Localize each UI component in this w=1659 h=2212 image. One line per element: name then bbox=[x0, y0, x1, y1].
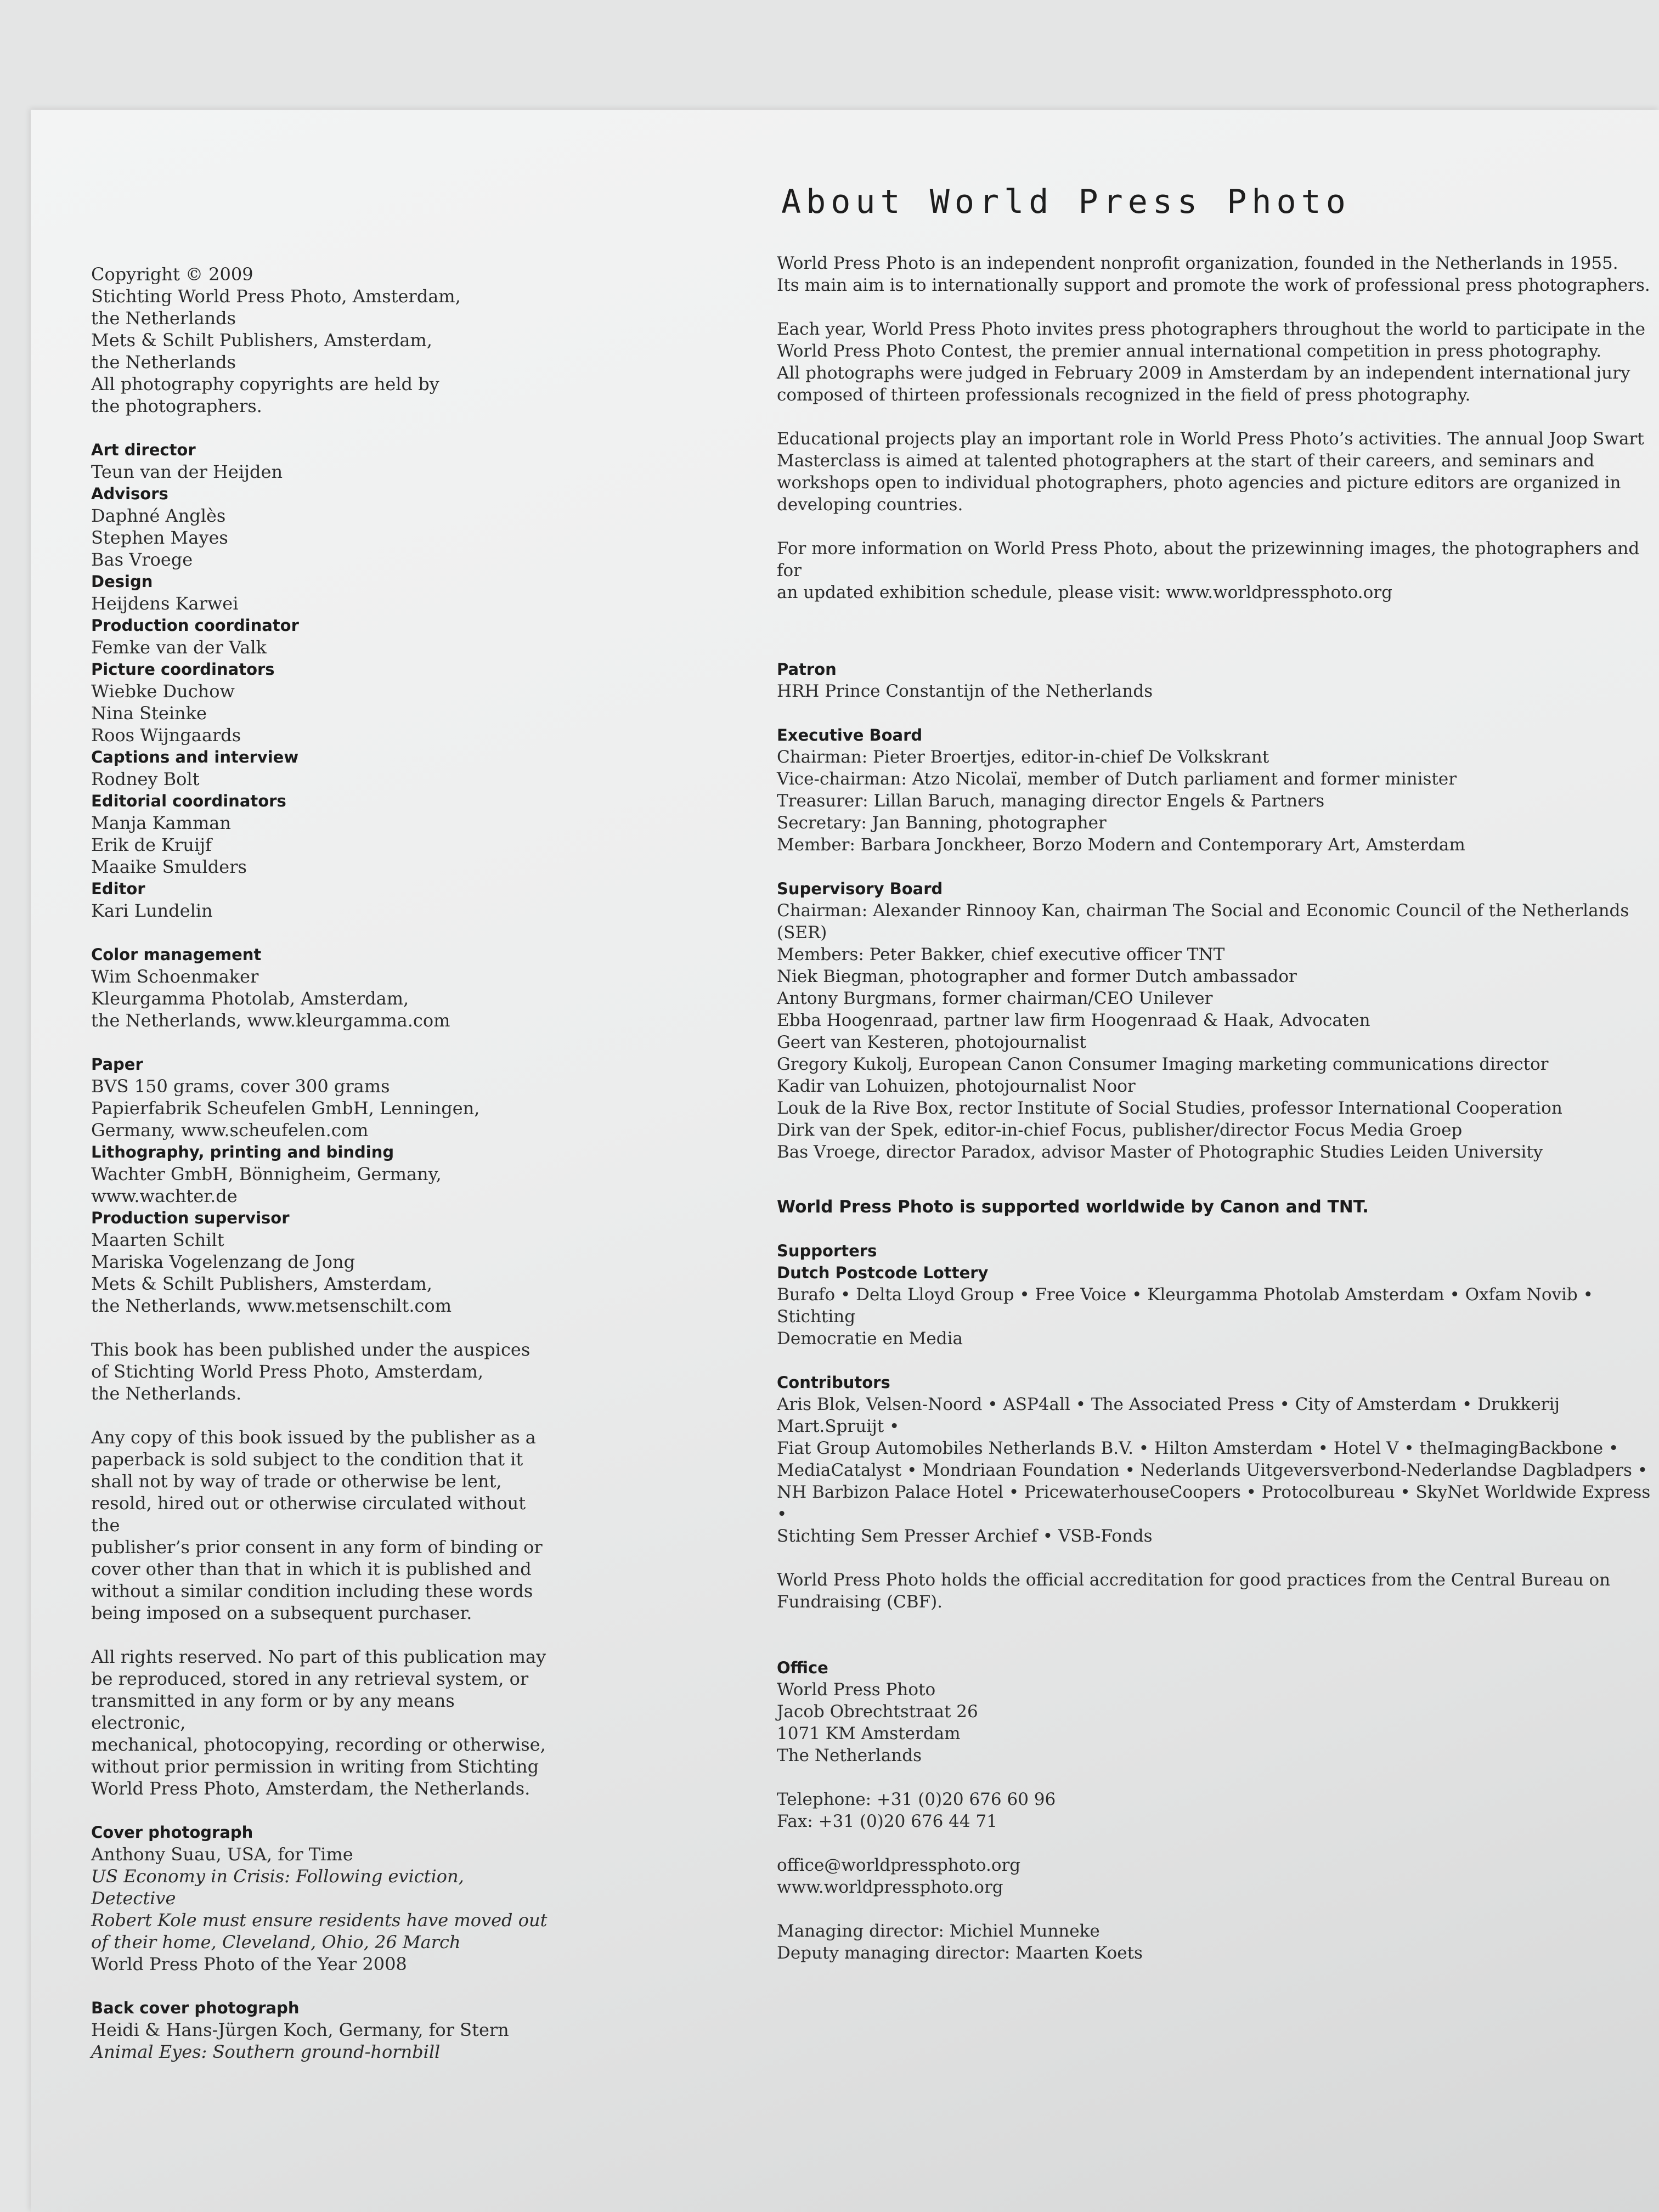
text-line: World Press Photo Contest, the premier annual international competition in press photography. bbox=[777, 341, 1602, 361]
back-cover-block bbox=[91, 1997, 552, 2063]
board-member: Bas Vroege, director Paradox, advisor Master of Photographic Studies Leiden University bbox=[777, 1142, 1543, 1162]
copyright-line: the Netherlands bbox=[91, 352, 236, 373]
text-line: Educational projects play an important role in World Press Photo’s activities. The annual Joop Swart bbox=[777, 429, 1644, 449]
deputy-managing-director: Deputy managing director: Maarten Koets bbox=[777, 1943, 1143, 1963]
text-line: of Stichting World Press Photo, Amsterdam, bbox=[91, 1361, 484, 1382]
address-line: World Press Photo bbox=[777, 1680, 936, 1700]
office-block bbox=[777, 1657, 1655, 1964]
text-line: be reproduced, stored in any retrieval system, or bbox=[91, 1668, 529, 1689]
color-management-block bbox=[91, 944, 552, 1031]
credit-role: Design bbox=[91, 572, 153, 591]
email-address: office@worldpressphoto.org bbox=[777, 1855, 1021, 1875]
credit-role: Production coordinator bbox=[91, 616, 299, 635]
board-member: Gregory Kukolj, European Canon Consumer Imaging marketing communications director bbox=[777, 1054, 1549, 1074]
patron-block bbox=[777, 658, 1655, 702]
cover-photo-block bbox=[91, 1821, 552, 1975]
paper-block bbox=[91, 1053, 552, 1317]
text-line: workshops open to individual photographers, photo agencies and picture editors are organized in bbox=[777, 473, 1621, 493]
section-heading: Back cover photograph bbox=[91, 1999, 300, 2017]
info-paragraph bbox=[777, 538, 1655, 603]
text-line: without prior permission in writing from Stichting bbox=[91, 1756, 539, 1777]
board-member: Louk de la Rive Box, rector Institute of Social Studies, professor International Cooperation bbox=[777, 1098, 1562, 1118]
credit-name: Manja Kamman bbox=[91, 812, 231, 833]
board-member: Geert van Kesteren, photojournalist bbox=[777, 1032, 1086, 1052]
text-line: developing countries. bbox=[777, 495, 963, 515]
text-line: resold, hired out or otherwise circulated without the bbox=[91, 1493, 526, 1536]
telephone: Telephone: +31 (0)20 676 60 96 bbox=[777, 1790, 1056, 1809]
board-member: Chairman: Alexander Rinnooy Kan, chairman The Social and Economic Council of the Netherlands (SER) bbox=[777, 901, 1629, 943]
website: www.worldpressphoto.org bbox=[777, 1877, 1003, 1897]
photo-award: World Press Photo of the Year 2008 bbox=[91, 1954, 407, 1974]
text-line: Fiat Group Automobiles Netherlands B.V. • Hilton Amsterdam • Hotel V • theImagingBackbone • bbox=[777, 1438, 1619, 1458]
board-member: Dirk van der Spek, editor-in-chief Focus, publisher/director Focus Media Groep bbox=[777, 1120, 1463, 1140]
board-member: Niek Biegman, photographer and former Dutch ambassador bbox=[777, 967, 1297, 986]
section-heading: Contributors bbox=[777, 1373, 890, 1392]
contributors-block bbox=[777, 1372, 1655, 1547]
board-member: Vice-chairman: Atzo Nicolaï, member of Dutch parliament and former minister bbox=[777, 769, 1457, 789]
text-line: Mariska Vogelenzang de Jong bbox=[91, 1251, 356, 1272]
text-line: Each year, World Press Photo invites press photographers throughout the world to participate in the bbox=[777, 319, 1645, 339]
text-line: composed of thirteen professionals recognized in the field of press photography. bbox=[777, 385, 1471, 405]
supervisory-board-block bbox=[777, 878, 1655, 1163]
text-line: World Press Photo is an independent nonprofit organization, founded in the Netherlands in 1955. bbox=[777, 253, 1618, 273]
executive-board-block bbox=[777, 724, 1655, 856]
text-line: MediaCatalyst • Mondriaan Foundation • Nederlands Uitgeversverbond-Nederlandse Dagbladpers • bbox=[777, 1460, 1648, 1480]
text-line: All rights reserved. No part of this publication may bbox=[91, 1646, 546, 1667]
photo-author: Anthony Suau, USA, for Time bbox=[91, 1844, 353, 1865]
text-line: without a similar condition including these words bbox=[91, 1581, 533, 1601]
text-line: Wim Schoenmaker bbox=[91, 966, 259, 987]
credit-role: Captions and interview bbox=[91, 748, 299, 766]
credit-name: Rodney Bolt bbox=[91, 769, 200, 789]
copyright-line: the Netherlands bbox=[91, 308, 236, 329]
text-line: NH Barbizon Palace Hotel • PricewaterhouseCoopers • Protocolbureau • SkyNet Worldwide Express • bbox=[777, 1482, 1651, 1524]
section-heading: Cover photograph bbox=[91, 1823, 253, 1842]
contest-paragraph bbox=[777, 318, 1655, 406]
text-line: paperback is sold subject to the condition that it bbox=[91, 1449, 523, 1470]
page-title: About World Press Photo bbox=[781, 183, 1351, 221]
text-line: Fundraising (CBF). bbox=[777, 1592, 943, 1612]
text-line: the Netherlands, www.kleurgamma.com bbox=[91, 1010, 450, 1031]
credits-block bbox=[91, 439, 552, 922]
photo-caption: of their home, Cleveland, Ohio, 26 March bbox=[91, 1932, 461, 1953]
section-heading: Lithography, printing and binding bbox=[91, 1143, 394, 1161]
text-line: All photographs were judged in February 2009 in Amsterdam by an independent international jury bbox=[777, 363, 1630, 383]
board-member: Antony Burgmans, former chairman/CEO Unilever bbox=[777, 989, 1213, 1008]
credit-role: Advisors bbox=[91, 484, 168, 503]
board-member: Secretary: Jan Banning, photographer bbox=[777, 813, 1107, 833]
credit-name: Roos Wijngaards bbox=[91, 725, 241, 746]
text-line: www.wachter.de bbox=[91, 1186, 238, 1206]
credit-name: Kari Lundelin bbox=[91, 900, 213, 921]
text-line: shall not by way of trade or otherwise be lent, bbox=[91, 1471, 502, 1492]
text-line: Masterclass is aimed at talented photographers at the start of their careers, and seminars and bbox=[777, 451, 1595, 471]
credit-name: Erik de Kruijf bbox=[91, 834, 212, 855]
credit-name: Teun van der Heijden bbox=[91, 461, 283, 482]
text-line: World Press Photo, Amsterdam, the Netherlands. bbox=[91, 1778, 531, 1799]
credit-role: Editorial coordinators bbox=[91, 792, 286, 810]
fax: Fax: +31 (0)20 676 44 71 bbox=[777, 1812, 997, 1831]
text-line: Wachter GmbH, Bönnigheim, Germany, bbox=[91, 1164, 442, 1184]
address-line: 1071 KM Amsterdam bbox=[777, 1724, 961, 1743]
board-member: Kadir van Lohuizen, photojournalist Noor bbox=[777, 1076, 1136, 1096]
credit-role: Editor bbox=[91, 879, 145, 898]
text-line: Germany, www.scheufelen.com bbox=[91, 1120, 369, 1141]
text-line: an updated exhibition schedule, please visit: www.worldpressphoto.org bbox=[777, 583, 1392, 602]
credit-name: Wiebke Duchow bbox=[91, 681, 235, 702]
credit-name: Daphné Anglès bbox=[91, 505, 226, 526]
text-line: the Netherlands, www.metsenschilt.com bbox=[91, 1295, 452, 1316]
section-subheading: Dutch Postcode Lottery bbox=[777, 1263, 989, 1282]
supporters-block bbox=[777, 1240, 1655, 1350]
text-line: the Netherlands. bbox=[91, 1383, 242, 1404]
text-line: Its main aim is to internationally support and promote the work of professional press photographers. bbox=[777, 275, 1650, 295]
text-line: Mets & Schilt Publishers, Amsterdam, bbox=[91, 1273, 432, 1294]
intro-paragraph bbox=[777, 252, 1655, 296]
section-heading: Executive Board bbox=[777, 726, 923, 744]
text-line: Democratie en Media bbox=[777, 1329, 963, 1348]
credit-name: Nina Steinke bbox=[91, 703, 207, 724]
text-line: mechanical, photocopying, recording or otherwise, bbox=[91, 1734, 546, 1755]
text-line: Kleurgamma Photolab, Amsterdam, bbox=[91, 988, 409, 1009]
text-line: cover other than that in which it is published and bbox=[91, 1559, 532, 1579]
text-line: publisher’s prior consent in any form of binding or bbox=[91, 1537, 543, 1558]
credit-role: Art director bbox=[91, 441, 196, 459]
section-heading: Patron bbox=[777, 660, 837, 679]
address-line: Jacob Obrechtstraat 26 bbox=[777, 1702, 978, 1722]
section-heading: Supervisory Board bbox=[777, 879, 943, 898]
rights-block bbox=[91, 1646, 552, 1799]
text-line: Stichting Sem Presser Archief • VSB-Fonds bbox=[777, 1526, 1153, 1546]
text-line: Aris Blok, Velsen-Noord • ASP4all • The Associated Press • City of Amsterdam • Drukkerij Mart.Spruijt • bbox=[777, 1395, 1560, 1436]
board-member: Members: Peter Bakker, chief executive officer TNT bbox=[777, 945, 1225, 964]
text-line: transmitted in any form or by any means electronic, bbox=[91, 1690, 455, 1733]
photo-caption: Animal Eyes: Southern ground-hornbill bbox=[91, 2041, 441, 2062]
board-member: Treasurer: Lillan Baruch, managing director Engels & Partners bbox=[777, 791, 1325, 811]
auspices-block bbox=[91, 1339, 552, 1404]
section-heading: Paper bbox=[91, 1055, 143, 1074]
copyright-line: Mets & Schilt Publishers, Amsterdam, bbox=[91, 330, 432, 351]
text-line: being imposed on a subsequent purchaser. bbox=[91, 1602, 472, 1623]
board-member: Chairman: Pieter Broertjes, editor-in-chief De Volkskrant bbox=[777, 747, 1269, 767]
section-heading: Color management bbox=[91, 945, 262, 964]
photo-author: Heidi & Hans-Jürgen Koch, Germany, for Stern bbox=[91, 2019, 509, 2040]
accreditation-block bbox=[777, 1569, 1655, 1613]
copyright-block bbox=[91, 263, 552, 417]
credit-name: Bas Vroege bbox=[91, 549, 193, 570]
text-line: Papierfabrik Scheufelen GmbH, Lenningen, bbox=[91, 1098, 480, 1119]
section-heading: Production supervisor bbox=[91, 1209, 290, 1227]
text-line: Any copy of this book issued by the publisher as a bbox=[91, 1427, 536, 1448]
credit-name: Stephen Mayes bbox=[91, 527, 228, 548]
document-page bbox=[31, 110, 1659, 2212]
support-statement: World Press Photo is supported worldwide by Canon and TNT. bbox=[777, 1197, 1369, 1217]
address-line: The Netherlands bbox=[777, 1746, 922, 1765]
credit-name: Maaike Smulders bbox=[91, 856, 247, 877]
managing-director: Managing director: Michiel Munneke bbox=[777, 1921, 1100, 1941]
copyright-line: the photographers. bbox=[91, 396, 262, 416]
board-member: Member: Barbara Jonckheer, Borzo Modern and Contemporary Art, Amsterdam bbox=[777, 835, 1465, 855]
copyright-line: Stichting World Press Photo, Amsterdam, bbox=[91, 286, 461, 307]
section-heading: Supporters bbox=[777, 1242, 877, 1260]
text-line: World Press Photo holds the official accreditation for good practices from the Central Bureau on bbox=[777, 1570, 1611, 1590]
board-member: Ebba Hoogenraad, partner law firm Hoogenraad & Haak, Advocaten bbox=[777, 1011, 1370, 1030]
text-line: For more information on World Press Photo, about the prizewinning images, the photographers and for bbox=[777, 539, 1640, 580]
section-heading: Office bbox=[777, 1658, 828, 1677]
text-line: BVS 150 grams, cover 300 grams bbox=[91, 1076, 390, 1097]
credit-name: Heijdens Karwei bbox=[91, 593, 239, 614]
text-line: Burafo • Delta Lloyd Group • Free Voice • Kleurgamma Photolab Amsterdam • Oxfam Novib • Stichting bbox=[777, 1285, 1593, 1327]
text-line: Maarten Schilt bbox=[91, 1229, 224, 1250]
credit-role: Picture coordinators bbox=[91, 660, 275, 679]
text-line: HRH Prince Constantijn of the Netherlands bbox=[777, 681, 1153, 701]
photo-caption: US Economy in Crisis: Following eviction, Detective bbox=[91, 1866, 464, 1909]
condition-block bbox=[91, 1426, 552, 1624]
education-paragraph bbox=[777, 428, 1655, 516]
colophon-column bbox=[91, 263, 552, 2063]
copyright-line: Copyright © 2009 bbox=[91, 264, 253, 285]
photo-caption: Robert Kole must ensure residents have moved out bbox=[91, 1910, 548, 1931]
credit-name: Femke van der Valk bbox=[91, 637, 267, 658]
text-line: This book has been published under the auspices bbox=[91, 1339, 531, 1360]
copyright-line: All photography copyrights are held by bbox=[91, 374, 439, 394]
about-column bbox=[777, 180, 1655, 1964]
